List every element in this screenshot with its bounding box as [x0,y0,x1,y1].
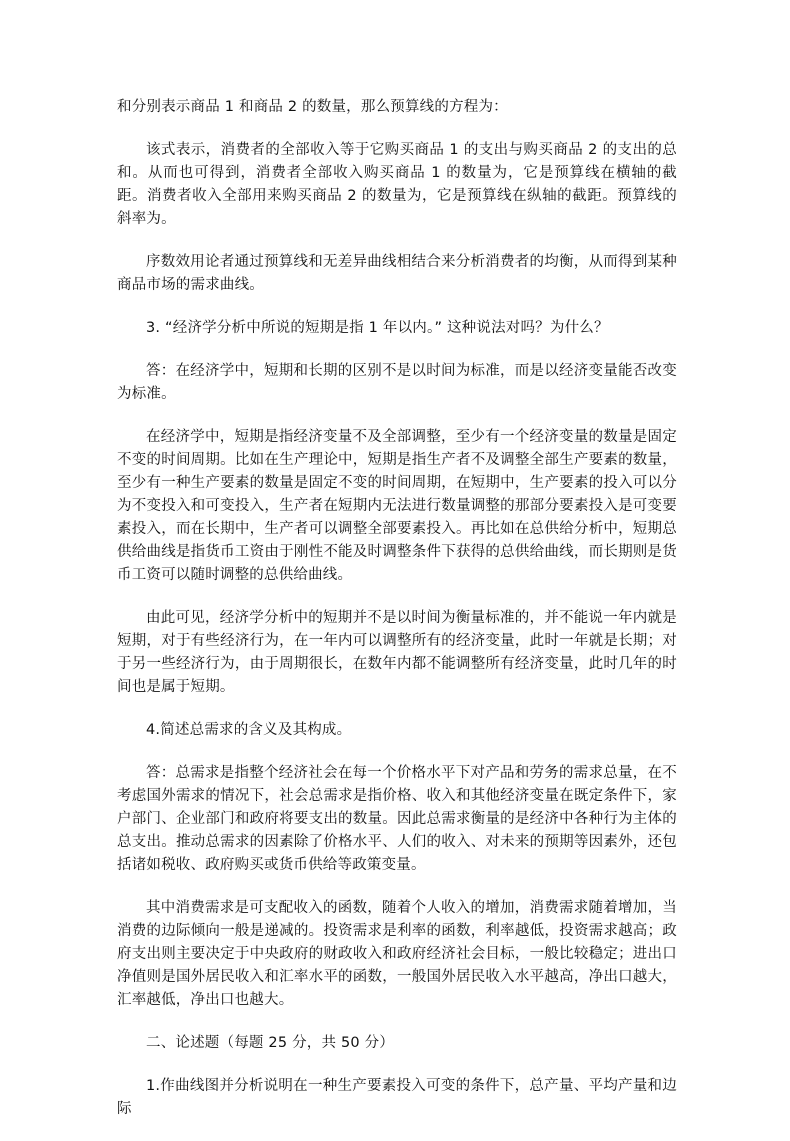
document-page [117,96,677,1141]
answer-3-intro: 答：在经济学中，短期和长期的区别不是以时间为标准，而是以经济变量能否改变为标准。 [117,363,677,402]
question-3-heading: 3. “经济学分析中所说的短期是指 1 年以内。” 这种说法对吗？为什么？ [146,320,609,336]
paragraph-budget-line-explanation: 该式表示，消费者的全部收入等于它购买商品 1 的支出与购买商品 2 的支出的总和。从而也可得到，消费者全部收入购买商品 1 的数量为，它是预算线在横轴的截距。消费者收入全部用来购买商品 2 的数量为，它是预算线在纵轴的截距。预算线的斜率为。 [117,142,677,227]
essay-question-1: 1.作曲线图并分析说明在一种生产要素投入可变的条件下，总产量、平均产量和边际 [117,1078,677,1117]
section-2-heading: 二、论述题（每题 25 分，共 50 分） [146,1035,395,1051]
answer-3-body: 在经济学中，短期是指经济变量不及全部调整，至少有一个经济变量的数量是固定不变的时间周期。比如在生产理论中，短期是指生产者不及调整全部生产要素的数量，至少有一种生产要素的数量是固定不变的时间周期，在短期中，生产要素的投入可以分为不变投入和可变投入，生产者在短期内无法进行数量调整的那部分要素投入是可变要素投入，而在长期中，生产者可以调整全部要素投入。再比如在总供给分析中，短期总供给曲线是指货币工资由于刚性不能及时调整条件下获得的总供给曲线，而长期则是货币工资可以随时调整的总供给曲线。 [117,429,677,583]
answer-3-conclusion: 由此可见，经济学分析中的短期并不是以时间为衡量标准的，并不能说一年内就是短期，对于有些经济行为，在一年内可以调整所有的经济变量，此时一年就是长期；对于另一些经济行为，由于周期很长，在数年内都不能调整所有经济变量，此时几年的时间也是属于短期。 [117,610,677,695]
answer-4-definition: 答：总需求是指整个经济社会在每一个价格水平下对产品和劳务的需求总量，在不考虑国外需求的情况下，社会总需求是指价格、收入和其他经济变量在既定条件下，家户部门、企业部门和政府将要支出的数量。因此总需求衡量的是经济中各种行为主体的总支出。推动总需求的因素除了价格水平、人们的收入、对未来的预期等因素外，还包括诸如税收、政府购买或货币供给等政策变量。 [117,765,677,873]
question-4-heading: 4.简述总需求的含义及其构成。 [146,722,352,738]
answer-4-components: 其中消费需求是可支配收入的函数，随着个人收入的增加，消费需求随着增加，当消费的边际倾向一般是递减的。投资需求是利率的函数，利率越低，投资需求越高；政府支出则主要决定于中央政府的财政收入和政府经济社会目标，一般比较稳定；进出口净值则是国外居民收入和汇率水平的函数，一般国外居民收入水平越高，净出口越大，汇率越低，净出口也越大。 [117,900,677,1008]
paragraph-ordinal-utility: 序数效用论者通过预算线和无差异曲线相结合来分析消费者的均衡，从而得到某种商品市场的需求曲线。 [117,254,677,293]
paragraph-budget-line-equation: 和分别表示商品 1 和商品 2 的数量，那么预算线的方程为： [117,99,508,115]
